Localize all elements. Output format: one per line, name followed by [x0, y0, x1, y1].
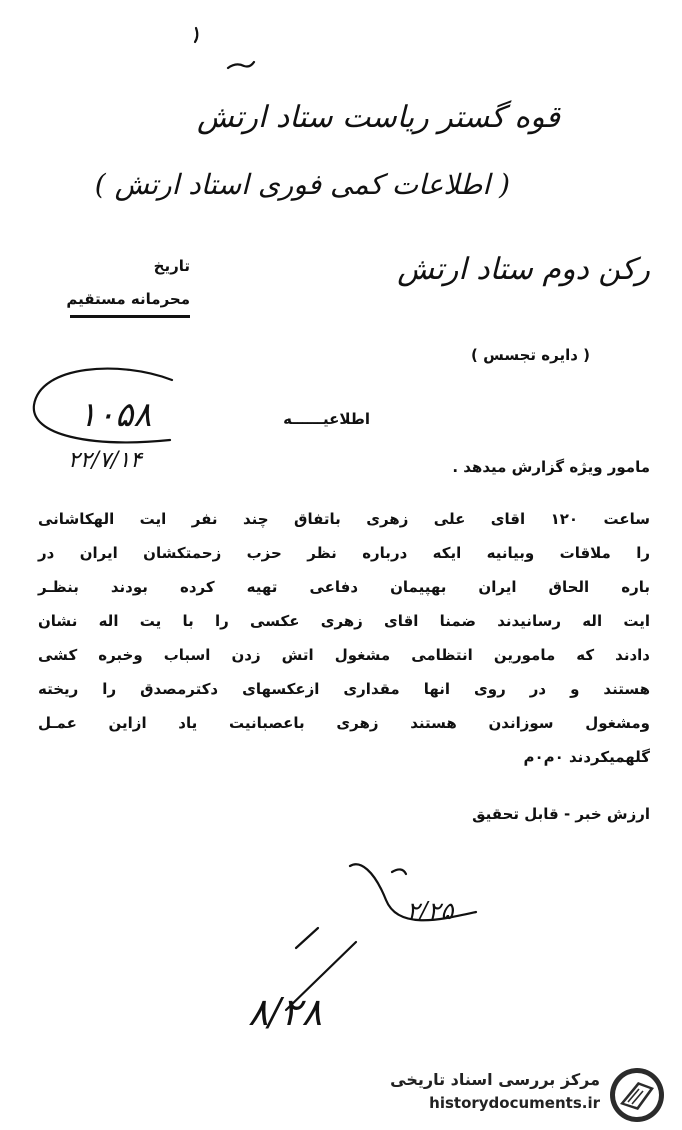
assessment-line: ارزش خبر - قابل تحقیق: [472, 805, 650, 823]
diagonal-stroke: [296, 928, 318, 948]
signature-stroke-small: [392, 869, 406, 874]
header-line-3: رکن دوم ستاد ارتش: [397, 252, 650, 287]
margin-tick-mark: [195, 28, 197, 42]
header-line-2: ( اطلاعات کمی فوری استاد ارتش ): [94, 168, 510, 201]
body-line: را ملاقات وبیانیه ایکه درباره نظر حزب زحمتکشان ایران در: [38, 544, 650, 562]
body-line: هستند و در روی انها مقداری ازعکسهای دکترمصدق را ریخته: [38, 680, 650, 698]
body-line: ایت اله رسانیدند ضمنا اقای زهری عکسی را با یت اله نشان: [38, 612, 650, 630]
document-body: [38, 502, 650, 774]
watermark: [390, 1064, 670, 1124]
classification-label: محرمانه مستقیم: [66, 290, 190, 308]
registration-number: ۱۰۵۸: [78, 395, 152, 435]
body-line: ساعت ۱۲۰ اقای علی زهری باتفاق چند نفر ایت الهکاشانی: [38, 510, 651, 528]
date-label: تاریخ: [153, 257, 190, 275]
registration-date: ۲۲/۷/۱۴: [68, 448, 142, 473]
classification-underline: [70, 315, 190, 318]
archive-logo-icon: [608, 1066, 666, 1124]
body-line: دادند که مامورین انتظامی مشغول اتش زدن اسباب وخبره کشی: [38, 646, 650, 664]
document-title: اطلاعیــــــه: [283, 410, 370, 428]
body-line: گلهمیکردند ۰م۰م: [523, 748, 650, 766]
watermark-url: historydocuments.ir: [429, 1094, 600, 1112]
handwritten-date: ۲/۲۵: [406, 897, 454, 925]
body-line: باره الحاق ایران بهپیمان دفاعی تهیه کرده بودند بنظـر: [38, 578, 650, 596]
department-label: ( دایره تجسس ): [471, 346, 590, 364]
body-line: ومشغول سوزاندن هستند زهری باعصبانیت یاد ازاین عمـل: [38, 714, 650, 732]
margin-scribble-mark: [228, 62, 254, 68]
watermark-text: مرکز بررسی اسناد تاریخی: [390, 1070, 600, 1089]
handwritten-reference: ۸/۲۸: [247, 990, 323, 1034]
intro-line: مامور ویژه گزارش میدهد .: [452, 458, 650, 476]
header-line-1: قوه گستر ریاست ستاد ارتش: [196, 100, 560, 135]
